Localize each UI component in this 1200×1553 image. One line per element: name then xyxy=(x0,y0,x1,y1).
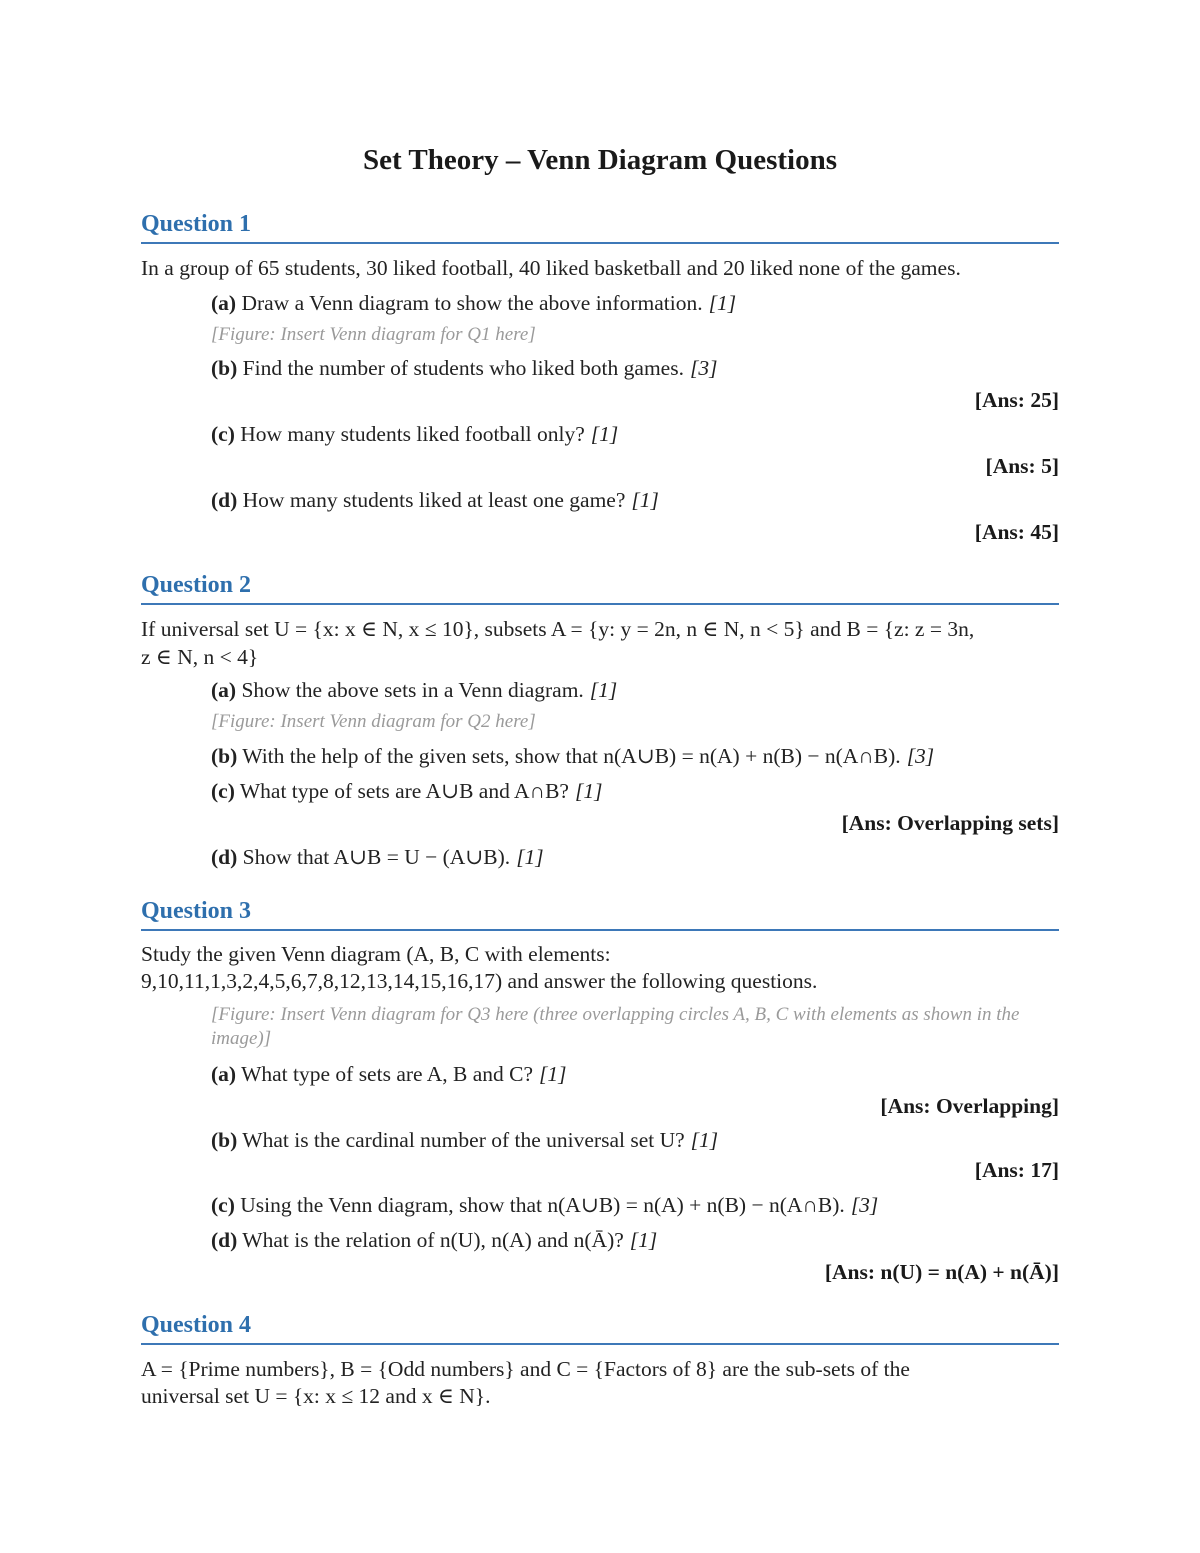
question-3-intro-line-2: 9,10,11,1,3,2,4,5,6,7,8,12,13,14,15,16,17) and answer the following questions. xyxy=(141,969,818,993)
question-2b-text: With the help of the given sets, show that n(A∪B) = n(A) + n(B) − n(A∩B). xyxy=(242,744,901,768)
question-2a xyxy=(211,676,1059,704)
question-3d-text: What is the relation of n(U), n(A) and n(Ā)? xyxy=(242,1228,624,1252)
question-2-figure-placeholder: [Figure: Insert Venn diagram for Q2 here] xyxy=(211,711,536,732)
question-2-intro-line-2: z ∈ N, n < 4} xyxy=(141,645,259,669)
question-2a-text: Show the above sets in a Venn diagram. xyxy=(241,678,584,702)
question-2-heading: Question 2 xyxy=(141,570,1059,605)
question-3c-label: (c) xyxy=(211,1193,235,1217)
question-3-heading: Question 3 xyxy=(141,896,1059,931)
question-2d-text: Show that A∪B = U − (A∪B). xyxy=(242,845,511,869)
question-1c-marks: [1] xyxy=(590,422,619,446)
question-2d xyxy=(211,843,1059,871)
question-3d-label: (d) xyxy=(211,1228,238,1252)
question-2-intro-line-1: If universal set U = {x: x ∈ N, x ≤ 10}, subsets A = {y: y = 2n, n ∈ N, n < 5} and B = {z: z = 3n, xyxy=(141,617,975,641)
question-1b xyxy=(211,354,1059,382)
question-1a-text: Draw a Venn diagram to show the above information. xyxy=(241,291,703,315)
question-1-heading: Question 1 xyxy=(141,209,1059,244)
question-2b-label: (b) xyxy=(211,744,238,768)
question-1a-label: (a) xyxy=(211,291,237,315)
question-1d-answer: [Ans: 45] xyxy=(974,520,1059,544)
question-1b-marks: [3] xyxy=(689,356,718,380)
question-3d-marks: [1] xyxy=(629,1228,658,1252)
question-1d-label: (d) xyxy=(211,488,238,512)
question-3a-marks: [1] xyxy=(539,1062,567,1086)
question-3d xyxy=(211,1226,1059,1254)
question-2a-marks: [1] xyxy=(589,678,618,702)
question-3a-label: (a) xyxy=(211,1062,237,1086)
question-1b-answer: [Ans: 25] xyxy=(974,388,1059,412)
question-1a xyxy=(211,289,1059,317)
question-1d-marks: [1] xyxy=(631,488,659,512)
question-2c-marks: [1] xyxy=(574,779,603,803)
question-2d-marks: [1] xyxy=(516,845,544,869)
question-2a-label: (a) xyxy=(211,678,237,702)
question-1b-text: Find the number of students who liked both games. xyxy=(242,356,684,380)
question-1b-label: (b) xyxy=(211,356,238,380)
question-3a-text: What type of sets are A, B and C? xyxy=(241,1062,534,1086)
question-2d-label: (d) xyxy=(211,845,238,869)
question-1-figure-placeholder: [Figure: Insert Venn diagram for Q1 here] xyxy=(211,324,536,345)
question-3c-marks: [3] xyxy=(850,1193,879,1217)
question-3b-answer: [Ans: 17] xyxy=(974,1158,1059,1182)
document-title: Set Theory – Venn Diagram Questions xyxy=(363,144,837,176)
question-3d-answer: [Ans: n(U) = n(A) + n(Ā)] xyxy=(824,1260,1059,1284)
question-1c xyxy=(211,420,1059,448)
question-4-intro-line-2: universal set U = {x: x ≤ 12 and x ∈ N}. xyxy=(141,1384,491,1408)
question-2c-text: What type of sets are A∪B and A∩B? xyxy=(239,779,569,803)
question-3b-label: (b) xyxy=(211,1128,238,1152)
question-3c xyxy=(211,1191,1059,1219)
question-3a-answer: [Ans: Overlapping] xyxy=(880,1094,1059,1118)
question-1c-label: (c) xyxy=(211,422,235,446)
question-2b xyxy=(211,742,1059,770)
question-4-heading: Question 4 xyxy=(141,1310,1059,1345)
question-1-intro: In a group of 65 students, 30 liked football, 40 liked basketball and 20 liked none of the games. xyxy=(141,256,961,280)
question-1a-marks: [1] xyxy=(708,291,737,315)
question-3-intro-line-1: Study the given Venn diagram (A, B, C with elements: xyxy=(141,942,611,966)
question-2c-answer: [Ans: Overlapping sets] xyxy=(841,811,1059,835)
question-3a xyxy=(211,1060,1059,1088)
question-1c-answer: [Ans: 5] xyxy=(985,454,1059,478)
question-2b-marks: [3] xyxy=(906,744,935,768)
question-3b-marks: [1] xyxy=(690,1128,719,1152)
question-3b xyxy=(211,1126,1059,1154)
question-3-figure-placeholder: [Figure: Insert Venn diagram for Q3 here (three overlapping circles A, B, C with elements as shown in the image)] xyxy=(211,1004,1020,1049)
question-3b-text: What is the cardinal number of the universal set U? xyxy=(242,1128,685,1152)
question-2c xyxy=(211,777,1059,805)
question-1c-text: How many students liked football only? xyxy=(240,422,585,446)
question-3c-text: Using the Venn diagram, show that n(A∪B) = n(A) + n(B) − n(A∩B). xyxy=(240,1193,845,1217)
question-1d xyxy=(211,486,1059,514)
question-2c-label: (c) xyxy=(211,779,235,803)
question-1d-text: How many students liked at least one game? xyxy=(242,488,626,512)
question-4-intro-line-1: A = {Prime numbers}, B = {Odd numbers} and C = {Factors of 8} are the sub-sets of the xyxy=(141,1357,910,1381)
